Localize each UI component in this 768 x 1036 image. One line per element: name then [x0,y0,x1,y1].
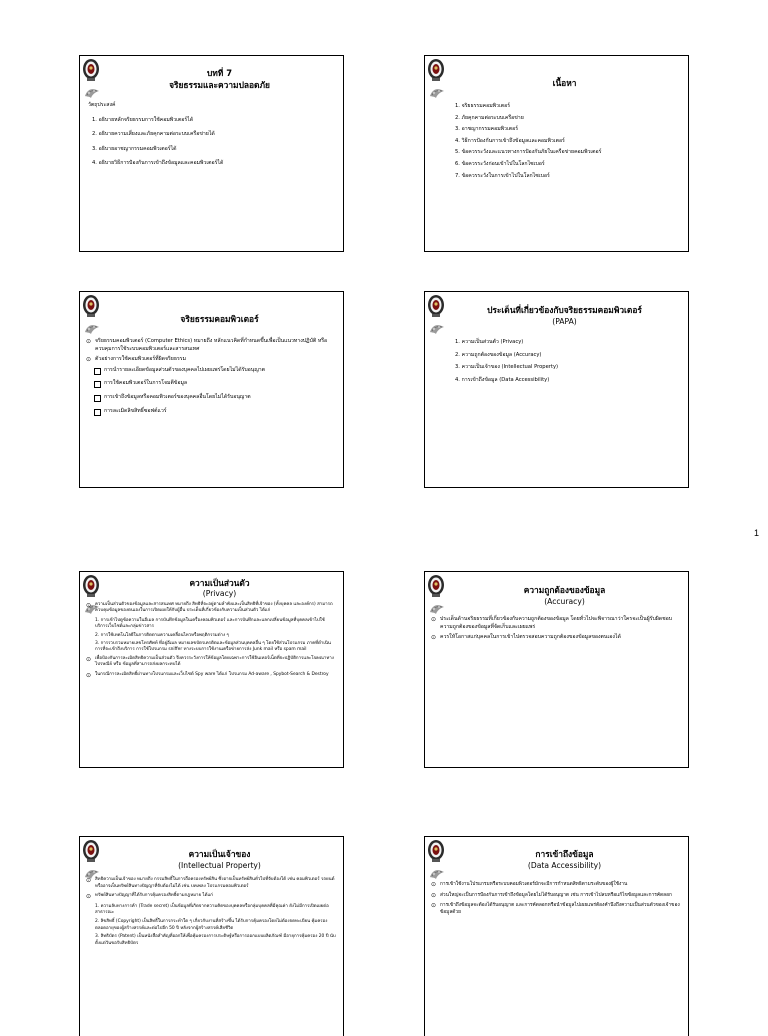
sub-item-text: 3. การรวบรวมหมายเลขโทรศัพท์ ที่อยู่อีเมล หมายเลขบัตรเครดิตและข้อมูลส่วนบุคคลอื่น ๆ โดยใช้ส่วนโปรแกรม ภาคที่ดำเนินการที่จะเข้าถึงบริการ การใช้โปรแกรม sniffer ทางระบบการใช้งานเครือข่ายการส่ง Junk mail หรือ spam mail [95,641,331,653]
bullet-icon: ⊙ [86,356,92,364]
bullet-text: ส่วนใหญ่จะเป็นการป้องกันการเข้าถึงข้อมูลโดยไม่ได้รับอนุญาต เช่น การเข้าไปลบหรือแก้ไขข้อมูลและการคัดลอก [440,892,672,898]
slide-8 [424,836,689,1036]
list-item: 2. อธิบายความเสี่ยงและภัยคุกคามต่อระบบเครือข่ายได้ [92,131,215,138]
bullet-text: สิทธิความเป็นเจ้าของ หมายถึง กรรมสิทธิ์ในการถือครองทรัพย์สิน ซึ่งอาจเป็นทรัพย์สินทั่วไปที่จับต้องได้ เช่น คอมพิวเตอร์ รถยนต์ หรืออาจเป็นทรัพย์สินทางปัญญาที่จับต้องไม่ได้ เช่น บทเพลง โปรแกรมคอมพิวเตอร์ [95,877,335,889]
slide-subtitle: (PAPA) [552,317,577,326]
sub-item-text: การนำรายละเอียดข้อมูลส่วนตัวของบุคคลไปเผยแพร่โดยไม่ได้รับอนุญาต [104,366,266,373]
bullet-text: ประเด็นด้านจริยธรรมที่เกี่ยวข้องกับความถูกต้องของข้อมูล โดยทั่วไปจะพิจารณาว่าใครจะเป็นผู้รับผิดชอบความถูกต้องของข้อมูลที่จัดเก็บและเผยแพร่ [440,616,673,630]
university-logo-icon [82,839,100,863]
slide-subtitle: (Privacy) [202,589,237,598]
list-item: 3. ความเป็นเจ้าของ (Intellectual Property) [455,364,559,371]
flower-decoration-icon [83,322,101,336]
slide-title: ประเด็นที่เกี่ยวข้องกับจริยธรรมคอมพิวเตอร์ [487,305,642,315]
list-item: 1. อธิบายหลักจริยธรรมการใช้คอมพิวเตอร์ได้ [92,116,194,123]
list-item: 2. ความถูกต้องของข้อมูล (Accuracy) [455,351,542,358]
flower-decoration-icon [428,602,446,616]
sub-item-text: การใช้คอมพิวเตอร์ในการโจมตีข้อมูล [104,380,188,387]
slide-4 [424,291,689,488]
bullet-icon: ⊙ [86,893,92,901]
sub-item-text: 1. ความลับทางการค้า (Trade secret) เป็นข้อมูลที่เกิดจากความคิดของบุคคลหรือกลุ่มบุคคลที่มีคุณค่า ยังไม่มีการเปิดเผยต่อสาธารณะ [95,903,329,916]
checkbox-bullet-icon [94,395,101,402]
slide-title: ความเป็นส่วนตัว [189,578,250,588]
bullet-text: ในกรณีการละเมิดสิทธิ์ผ่านทางโปรแกรมและเว็บไซต์ Spy ware ได้แก่ โปรแกรม Ad-aware , Spybot-Search & Destroy [95,671,329,677]
bullet-icon: ⊙ [86,338,92,345]
list-item: 4. การเข้าถึงข้อมูล (Data Accessibility) [455,376,550,383]
objectives-heading: วัตถุประสงค์ [88,102,116,108]
slide-subtitle: (Intellectual Property) [178,861,261,870]
bullet-text: จริยธรรมคอมพิวเตอร์ (Computer Ethics) หมายถึง หลักแนวคิดที่กำหนดขึ้นเพื่อเป็นแนวทางปฏิบัติ หรือควบคุมการใช้ระบบคอมพิวเตอร์และสารสนเทศ [95,338,328,352]
bullet-text: การเข้าถึงข้อมูลจะต้องได้รับอนุญาต และการคัดลอกหรือนำข้อมูลไปเผยแพร่ต้องคำนึงถึงความเป็นส่วนตัวของเจ้าของข้อมูลด้วย [440,903,680,916]
bullet-text: การเข้าใช้งานโปรแกรมหรือระบบคอมพิวเตอร์มักจะมีการกำหนดสิทธิตามระดับของผู้ใช้งาน [440,882,628,887]
list-item: 1. จริยธรรมคอมพิวเตอร์ [455,103,511,109]
bullet-icon: ⊙ [431,902,437,910]
bullet-icon: ⊙ [431,881,437,888]
sub-item-text: การละเมิดลิขสิทธิ์ซอฟต์แวร์ [104,407,167,414]
slide-title: จริยธรรมคอมพิวเตอร์ [180,314,259,324]
slide-title: ความถูกต้องของข้อมูล [523,585,606,595]
list-item: 1. ความเป็นส่วนตัว (Privacy) [455,339,524,345]
list-item: 5. ข้อควรระวังและแนวทางการป้องกันภัยในเครือข่ายคอมพิวเตอร์ [455,149,602,156]
slide-5 [79,571,344,768]
university-logo-icon [427,839,445,863]
list-item: 4. วิธีการป้องกันการเข้าถึงข้อมูลและคอมพิวเตอร์ [455,137,565,144]
university-logo-icon [82,294,100,318]
list-item: 7. ข้อควรระวังในการเข้าไปในโลกไซเบอร์ [455,172,550,179]
slide-title: การเข้าถึงข้อมูล [535,849,594,859]
bullet-icon: ⊙ [431,891,437,899]
flower-decoration-icon [428,322,446,336]
slide-title-2: จริยธรรมและความปลอดภัย [169,80,270,90]
slide-3 [79,291,344,488]
slide-1 [79,55,344,252]
bullet-text: ความเป็นส่วนตัวของข้อมูลและสารสนเทศ หมายถึง สิทธิที่จะอยู่ตามลำพังและเป็นสิทธิที่เจ้าของ (ทั้งบุคคล และองค์กร) สามารถควบคุมข้อมูลของตนเองในการเปิดเผยให้กับผู้อื่น ประเด็นที่เกี่ยวข้องกับความเป็นส่วนตัว ได้แก่ [95,602,333,614]
university-logo-icon [427,58,445,82]
bullet-text: ทรัพย์สินทางปัญญาที่ได้รับการคุ้มครองสิทธิ์ตามกฎหมาย ได้แก่ [95,893,213,899]
list-item: 6. ข้อควรระวังก่อนเข้าไปในโลกไซเบอร์ [455,160,545,167]
bullet-text: เพื่อป้องกันการละเมิดสิทธิความเป็นส่วนตัว จึงควรระวังการให้ข้อมูลโดยเฉพาะการใช้อินเทอร์เน็ตที่จะปฏิบัติการและโฆษณาทางไปรษณีย์ หรือ ข้อมูลที่สามารถส่งผลกระทบได้ [95,655,334,668]
university-logo-icon [427,574,445,598]
bullet-icon: ⊙ [86,655,92,663]
slide-subtitle: (Data Accessibility) [527,861,602,870]
checkbox-bullet-icon [94,381,101,388]
list-item: 3. อาชญากรรมคอมพิวเตอร์ [455,126,518,133]
slide-2 [424,55,689,252]
university-logo-icon [82,58,100,82]
slide-subtitle: (Accuracy) [544,597,585,606]
flower-decoration-icon [428,867,446,881]
sub-item-text: 2. ลิขสิทธิ์ (Copyright) เป็นสิทธิ์ในการกระทำใด ๆ เกี่ยวกับงานที่สร้างขึ้น ได้รับการคุ้มครองโดยไม่ต้องจดทะเบียน คุ้มครองตลอดอายุของผู้สร้างสรรค์และต่อไปอีก 50 ปี หลังจากผู้สร้างสรรค์เสียชีวิต [95,918,328,931]
sub-item-text: 2. การใช้เทคโนโลยีในการติดตามความเคลื่อนไหวหรือพฤติกรรมต่าง ๆ [95,632,229,638]
slide-title: บทที่ 7 [206,68,233,78]
bullet-icon: ⊙ [431,634,437,642]
list-item: 2. ภัยคุกคามต่อระบบเครือข่าย [455,114,524,121]
checkbox-bullet-icon [94,368,101,375]
flower-decoration-icon [428,86,446,100]
university-logo-icon [82,574,100,598]
university-logo-icon [427,294,445,318]
checkbox-bullet-icon [94,409,101,416]
slide-7 [79,836,344,1036]
bullet-icon: ⊙ [86,877,92,884]
slide-title: เนื้อหา [552,78,577,88]
list-item: 3. อธิบายอาชญากรรมคอมพิวเตอร์ได้ [92,145,177,152]
bullet-text: ควรให้โอกาสแก่บุคคลในการเข้าไปตรวจสอบความถูกต้องของข้อมูลของตนเองได้ [440,634,621,641]
bullet-text: ตัวอย่างการใช้คอมพิวเตอร์ที่ผิดจริยธรรม [95,356,187,363]
bullet-icon: ⊙ [86,671,92,679]
sub-item-text: 3. สิทธิบัตร (Patent) เป็นหนังสือสำคัญที่ออกให้เพื่อคุ้มครองการประดิษฐ์หรือการออกแบบผลิตภัณฑ์ มีอายุการคุ้มครอง 20 ปี นับตั้งแต่วันขอรับสิทธิบัตร [95,934,336,946]
slide-6 [424,571,689,768]
sub-item-text: 1. การเข้าไปดูข้อความในอีเมล การบันทึกข้อมูลในเครื่องคอมพิวเตอร์ และการบันทึกและแลกเปลี่ยนข้อมูลที่บุคคลเข้าไปใช้บริการเว็บไซต์และกลุ่มข่าวสาร [95,617,325,630]
bullet-icon: ⊙ [431,616,437,623]
sub-item-text: การเข้าถึงข้อมูลหรือคอมพิวเตอร์ของบุคคลอื่นโดยไม่ได้รับอนุญาต [104,393,251,400]
list-item: 4. อธิบายวิธีการป้องกันการเข้าถึงข้อมูลและคอมพิวเตอร์ได้ [92,160,224,167]
bullet-icon: ⊙ [86,602,92,609]
slide-title: ความเป็นเจ้าของ [188,849,251,859]
flower-decoration-icon [83,86,101,100]
page-number: 1 [754,528,760,538]
